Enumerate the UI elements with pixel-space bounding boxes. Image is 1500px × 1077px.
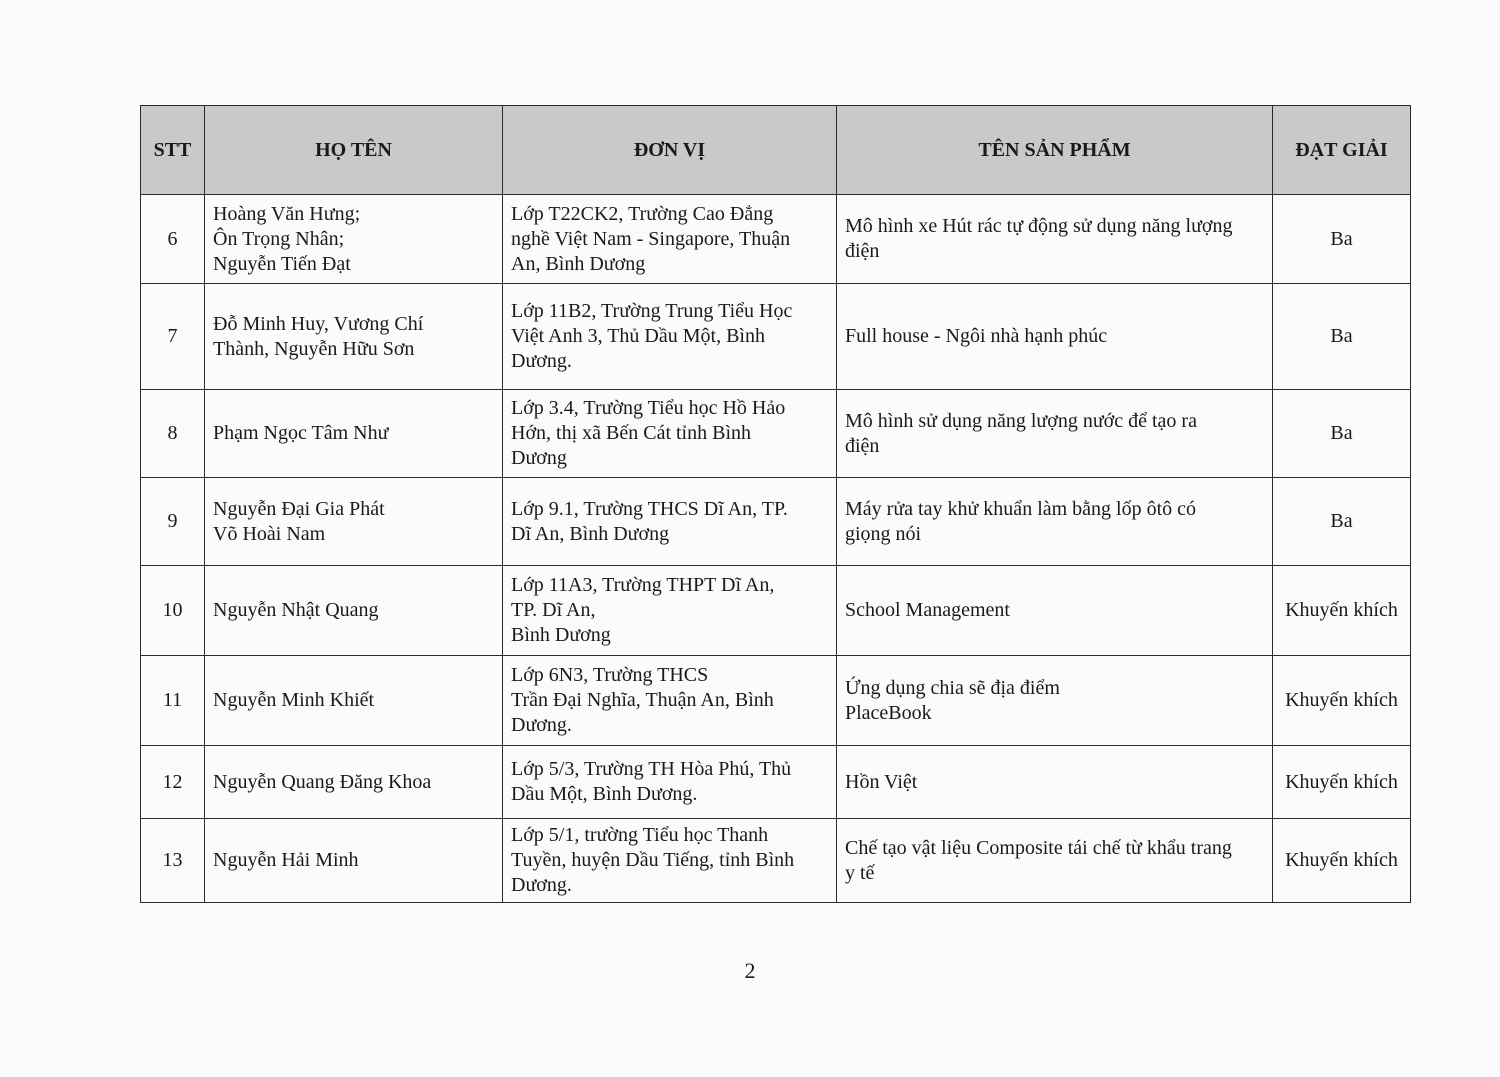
cell-unit [503,819,837,903]
cell-name [205,746,503,819]
cell-name [205,819,503,903]
table-row [141,819,1411,903]
cell-prize: Ba [1273,390,1411,478]
cell-prize: Khuyến khích [1273,656,1411,746]
cell-name-line: Nguyễn Đại Gia Phát [213,497,385,520]
cell-product-line: điện [845,240,880,262]
cell-unit-line: Lớp 3.4, Trường Tiểu học Hồ Hảo [511,397,786,419]
cell-unit-line: Dương [511,447,567,469]
cell-product [837,284,1273,390]
cell-product [837,656,1273,746]
cell-prize: Khuyến khích [1273,566,1411,656]
cell-unit [503,284,837,390]
table-row [141,746,1411,819]
cell-product [837,195,1273,284]
cell-stt: 6 [141,195,205,284]
cell-unit-line: Việt Anh 3, Thủ Dầu Một, Bình [511,325,765,347]
header-stt: STT [141,106,205,195]
cell-product-line: Chế tạo vật liệu Composite tái chế từ khẩu trang [845,836,1232,859]
cell-unit [503,478,837,566]
cell-prize: Ba [1273,478,1411,566]
header-name: HỌ TÊN [205,106,503,195]
cell-name-line: Võ Hoài Nam [213,522,326,545]
cell-prize: Khuyến khích [1273,746,1411,819]
table-row [141,195,1411,284]
cell-stt: 8 [141,390,205,478]
cell-unit [503,746,837,819]
cell-stt: 12 [141,746,205,819]
cell-unit [503,656,837,746]
cell-name-line: Nguyễn Hải Minh [213,849,359,871]
cell-name [205,284,503,390]
cell-name-line: Đỗ Minh Huy, Vương Chí [213,312,424,335]
cell-product-line: Ứng dụng chia sẽ địa điểm [845,676,1060,699]
cell-unit-line: Lớp 9.1, Trường THCS Dĩ An, TP. [511,497,788,520]
cell-name-line: Phạm Ngọc Tâm Như [213,422,389,444]
header-product: TÊN SẢN PHẨM [837,106,1273,195]
cell-unit-line: TP. Dĩ An, [511,599,596,621]
cell-unit-line: Bình Dương [511,624,611,646]
header-prize: ĐẠT GIẢI [1273,106,1411,195]
cell-product-line: Mô hình xe Hút rác tự động sử dụng năng lượng [845,215,1233,237]
cell-name-line: Nguyễn Quang Đăng Khoa [213,770,432,793]
results-table [140,105,1411,903]
cell-name [205,195,503,284]
cell-unit [503,566,837,656]
cell-stt: 9 [141,478,205,566]
cell-stt: 11 [141,656,205,746]
cell-unit-line: Hớn, thị xã Bến Cát tỉnh Bình [511,422,752,444]
cell-name-line: Nguyễn Nhật Quang [213,599,379,621]
cell-product [837,819,1273,903]
cell-unit-line: Lớp 11B2, Trường Trung Tiểu Học [511,300,793,322]
cell-unit-line: Lớp 11A3, Trường THPT Dĩ An, [511,574,775,596]
cell-unit-line: Dầu Một, Bình Dương. [511,783,698,805]
cell-unit-line: Lớp 5/1, trường Tiểu học Thanh [511,824,769,846]
cell-stt: 10 [141,566,205,656]
cell-stt: 13 [141,819,205,903]
page-number: 2 [744,958,756,983]
cell-name [205,566,503,656]
cell-unit [503,390,837,478]
header-unit: ĐƠN VỊ [503,106,837,195]
cell-unit-line: Dĩ An, Bình Dương [511,522,670,545]
cell-unit-line: nghề Việt Nam - Singapore, Thuận [511,227,791,250]
cell-product-line: y tế [845,861,875,884]
cell-product-line: Full house - Ngôi nhà hạnh phúc [845,325,1108,347]
table-row [141,656,1411,746]
table-body [141,195,1411,903]
table-row [141,478,1411,566]
cell-prize: Khuyến khích [1273,819,1411,903]
cell-unit-line: An, Bình Dương [511,252,646,275]
cell-product-line: School Management [845,599,1010,621]
cell-product-line: Mô hình sử dụng năng lượng nước để tạo ra [845,409,1197,432]
cell-product [837,746,1273,819]
cell-unit-line: Lớp 6N3, Trường THCS [511,664,709,686]
cell-unit-line: Lớp T22CK2, Trường Cao Đẳng [511,202,774,225]
cell-name [205,478,503,566]
cell-name-line: Nguyễn Minh Khiết [213,689,375,711]
cell-product [837,566,1273,656]
cell-product-line: điện [845,434,880,457]
cell-product [837,478,1273,566]
cell-product [837,390,1273,478]
table-row [141,284,1411,390]
cell-unit-line: Dương. [511,350,572,372]
cell-name-line: Ôn Trọng Nhân; [213,227,345,250]
cell-name [205,390,503,478]
cell-product-line: Hồn Việt [845,770,918,793]
table-row [141,566,1411,656]
cell-unit-line: Lớp 5/3, Trường TH Hòa Phú, Thủ [511,758,792,780]
cell-prize: Ba [1273,284,1411,390]
cell-unit-line: Dương. [511,714,572,736]
cell-unit-line: Tuyền, huyện Dầu Tiếng, tỉnh Bình [511,849,795,871]
cell-unit-line: Trần Đại Nghĩa, Thuận An, Bình [511,689,774,711]
cell-product-line: giọng nói [845,522,922,545]
cell-name [205,656,503,746]
cell-name-line: Hoàng Văn Hưng; [213,202,361,225]
cell-product-line: PlaceBook [845,701,932,724]
cell-prize: Ba [1273,195,1411,284]
cell-unit [503,195,837,284]
table-row [141,390,1411,478]
cell-unit-line: Dương. [511,874,572,896]
cell-name-line: Thành, Nguyễn Hữu Sơn [213,337,415,360]
cell-product-line: Máy rửa tay khử khuẩn làm bằng lốp ôtô có [845,497,1197,520]
cell-stt: 7 [141,284,205,390]
cell-name-line: Nguyễn Tiến Đạt [213,252,351,275]
header-row [141,106,1411,195]
